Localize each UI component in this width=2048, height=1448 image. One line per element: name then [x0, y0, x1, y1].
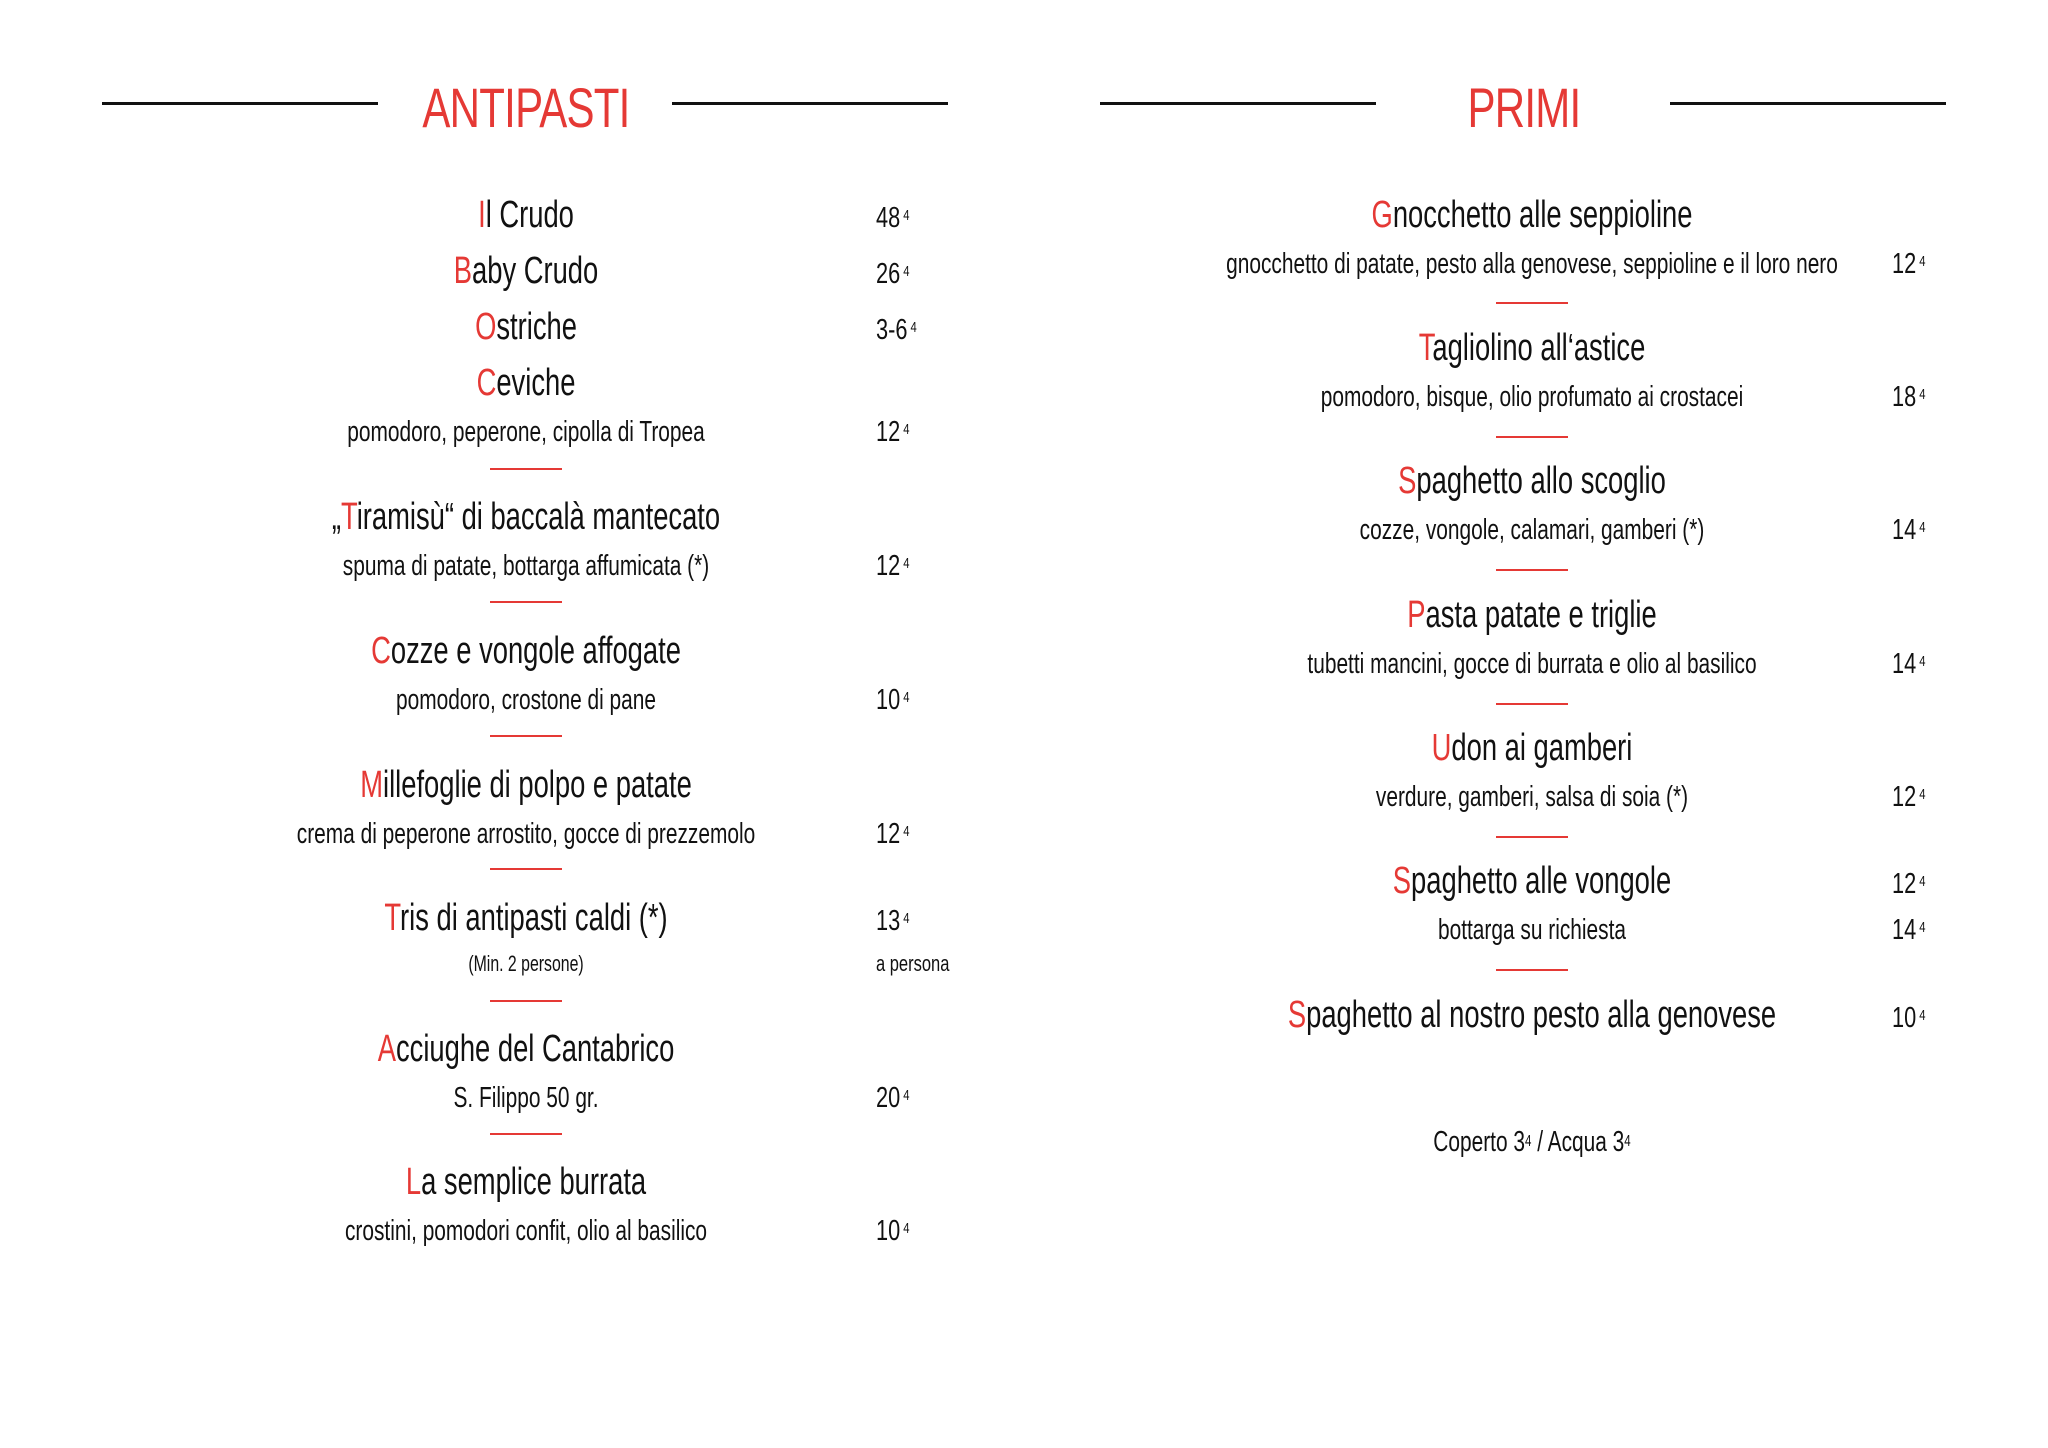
item-name-rest: ris di antipasti caldi (*): [400, 897, 668, 939]
item-description: pomodoro, crostone di pane: [395, 684, 657, 716]
currency-mark: 4: [903, 555, 910, 572]
item-name-rest: eviche: [496, 362, 576, 404]
item-initial: S: [1392, 860, 1412, 902]
price-value: 10: [1892, 1002, 1917, 1034]
item-divider: [490, 735, 562, 737]
currency-mark: 4: [903, 910, 910, 927]
item-price: [876, 254, 909, 294]
coperto-label: Coperto 3: [1433, 1126, 1525, 1158]
price-value: 18: [1892, 381, 1917, 413]
item-price: [1892, 244, 1925, 284]
item-price: [1892, 510, 1925, 550]
item-name-rest: paghetto allo scoglio: [1416, 460, 1666, 502]
item-name-rest: ozze e vongole affogate: [390, 630, 681, 672]
acqua-label: / Acqua 3: [1531, 1126, 1625, 1158]
price-value: 10: [876, 684, 901, 716]
item-initial: S: [1287, 994, 1307, 1036]
item-price: [1892, 377, 1925, 417]
item-price: [876, 310, 917, 350]
currency-mark: 4: [903, 263, 910, 280]
antipasti-title: ANTIPASTI: [422, 76, 630, 139]
item-name: [1372, 190, 1693, 240]
price-value: 12: [1892, 781, 1917, 813]
price-value: 12: [876, 416, 901, 448]
item-initial: G: [1371, 194, 1393, 236]
item-description: S. Filippo 50 gr.: [453, 1082, 599, 1114]
header-rule-left: [1100, 102, 1376, 105]
price-value: 14: [1892, 514, 1917, 546]
item-initial: M: [360, 764, 384, 806]
item-name: [1407, 590, 1656, 640]
currency-mark: 4: [1919, 386, 1926, 403]
currency-mark: 4: [1919, 519, 1926, 536]
currency-mark: 4: [1624, 1133, 1631, 1150]
item-name: [406, 1157, 646, 1207]
currency-mark: 4: [910, 319, 917, 336]
item-description: crostini, pomodori confit, olio al basilico: [344, 1215, 708, 1247]
item-name: [454, 246, 598, 296]
item-name-prefix: „: [331, 496, 341, 538]
item-initial: C: [371, 630, 391, 672]
item-name-rest: illefoglie di polpo e patate: [383, 764, 692, 806]
item-initial: T: [340, 496, 357, 538]
item-name-rest: asta patate e triglie: [1425, 594, 1657, 636]
item-divider: [490, 468, 562, 470]
currency-mark: 4: [903, 689, 910, 706]
item-initial: U: [1431, 727, 1452, 769]
item-name: [332, 492, 720, 542]
currency-mark: 4: [1919, 786, 1926, 803]
price-value: 13: [876, 905, 901, 937]
price-value: 12: [876, 550, 901, 582]
item-price: [876, 412, 909, 452]
item-initial: P: [1407, 594, 1426, 636]
item-divider: [490, 1000, 562, 1002]
currency-mark: 4: [903, 1087, 910, 1104]
item-description: pomodoro, peperone, cipolla di Tropea: [347, 416, 705, 448]
item-name-rest: don ai gamberi: [1451, 727, 1633, 769]
item-price: [876, 198, 909, 238]
item-name: [1393, 856, 1671, 906]
item-name-rest: cciughe del Cantabrico: [395, 1028, 675, 1070]
item-price: [1892, 644, 1925, 684]
item-name: [384, 893, 667, 943]
price-value: 12: [876, 818, 901, 850]
price-note: a persona: [876, 951, 950, 976]
item-divider: [1496, 703, 1568, 705]
item-description: gnocchetto di patate, pesto alla genovese, seppioline e il loro nero: [1226, 248, 1838, 280]
currency-mark: 4: [903, 207, 910, 224]
item-initial: B: [453, 250, 473, 292]
price-value: 10: [876, 1215, 901, 1247]
primi-title: PRIMI: [1467, 76, 1581, 139]
item-divider: [1496, 969, 1568, 971]
item-description: cozze, vongole, calamari, gamberi (*): [1359, 514, 1705, 546]
item-name: [1398, 456, 1666, 506]
price-value: 12: [1892, 868, 1917, 900]
price-value: 12: [1892, 248, 1917, 280]
price-value: 14: [1892, 914, 1917, 946]
item-name-rest: aby Crudo: [472, 250, 599, 292]
item-name: [477, 358, 576, 408]
item-price: [876, 680, 909, 720]
item-name: [1432, 723, 1633, 773]
currency-mark: 4: [1524, 1133, 1532, 1150]
currency-mark: 4: [903, 421, 910, 438]
item-initial: O: [475, 306, 497, 348]
item-name-rest: l Crudo: [485, 194, 574, 236]
currency-mark: 4: [1919, 919, 1926, 936]
item-name: [1419, 323, 1646, 373]
item-initial: T: [384, 897, 401, 939]
header-rule-right: [672, 102, 948, 105]
currency-mark: 4: [1919, 653, 1926, 670]
item-description: spuma di patate, bottarga affumicata (*): [342, 550, 710, 582]
item-initial: S: [1398, 460, 1417, 502]
item-note: (Min. 2 persone): [468, 951, 584, 976]
price-value: 3-6: [876, 314, 908, 346]
header-rule-right: [1670, 102, 1946, 105]
item-price: [876, 814, 909, 854]
item-description: verdure, gamberi, salsa di soia (*): [1375, 781, 1689, 813]
item-divider: [490, 868, 562, 870]
item-divider: [490, 1133, 562, 1135]
currency-mark: 4: [903, 823, 910, 840]
item-price: [1892, 910, 1925, 950]
item-name: [360, 760, 692, 810]
price-value: 48: [876, 202, 901, 234]
item-name: [378, 1024, 675, 1074]
item-price: [876, 901, 909, 941]
item-name: [475, 302, 577, 352]
item-description: tubetti mancini, gocce di burrata e olio al basilico: [1307, 648, 1757, 680]
item-price: [876, 1211, 909, 1251]
item-initial: C: [476, 362, 497, 404]
item-price: [876, 546, 909, 586]
item-name: [1288, 990, 1776, 1040]
item-divider: [1496, 836, 1568, 838]
item-price: [1892, 777, 1925, 817]
price-value: 14: [1892, 648, 1917, 680]
price-value: 26: [876, 258, 901, 290]
item-name: [478, 190, 574, 240]
item-name-rest: a semplice burrata: [421, 1161, 647, 1203]
currency-mark: 4: [1919, 873, 1926, 890]
item-description: bottarga su richiesta: [1437, 914, 1627, 946]
item-price: [1892, 864, 1925, 904]
item-price: [876, 1078, 909, 1118]
item-initial: A: [377, 1028, 396, 1070]
item-initial: L: [405, 1161, 422, 1203]
item-divider: [490, 601, 562, 603]
item-name-rest: paghetto alle vongole: [1411, 860, 1672, 902]
item-divider: [1496, 302, 1568, 304]
item-divider: [1496, 436, 1568, 438]
item-description: crema di peperone arrostito, gocce di prezzemolo: [296, 818, 756, 850]
item-name-rest: striche: [496, 306, 577, 348]
currency-mark: 4: [903, 1220, 910, 1237]
item-divider: [1496, 569, 1568, 571]
item-initial: T: [1418, 327, 1433, 369]
item-name-rest: nocchetto alle seppioline: [1392, 194, 1693, 236]
item-initial: I: [478, 194, 486, 236]
price-value: 20: [876, 1082, 901, 1114]
item-price: [1892, 998, 1925, 1038]
currency-mark: 4: [1919, 253, 1926, 270]
item-name-rest: agliolino all‘astice: [1432, 327, 1646, 369]
item-name: [371, 626, 681, 676]
item-description: pomodoro, bisque, olio profumato ai crostacei: [1320, 381, 1744, 413]
cover-and-water-charges: [1433, 1122, 1630, 1162]
item-name-rest: iramisù“ di baccalà mantecato: [356, 496, 721, 538]
currency-mark: 4: [1919, 1007, 1926, 1024]
item-name-rest: paghetto al nostro pesto alla genovese: [1306, 994, 1777, 1036]
header-rule-left: [102, 102, 378, 105]
